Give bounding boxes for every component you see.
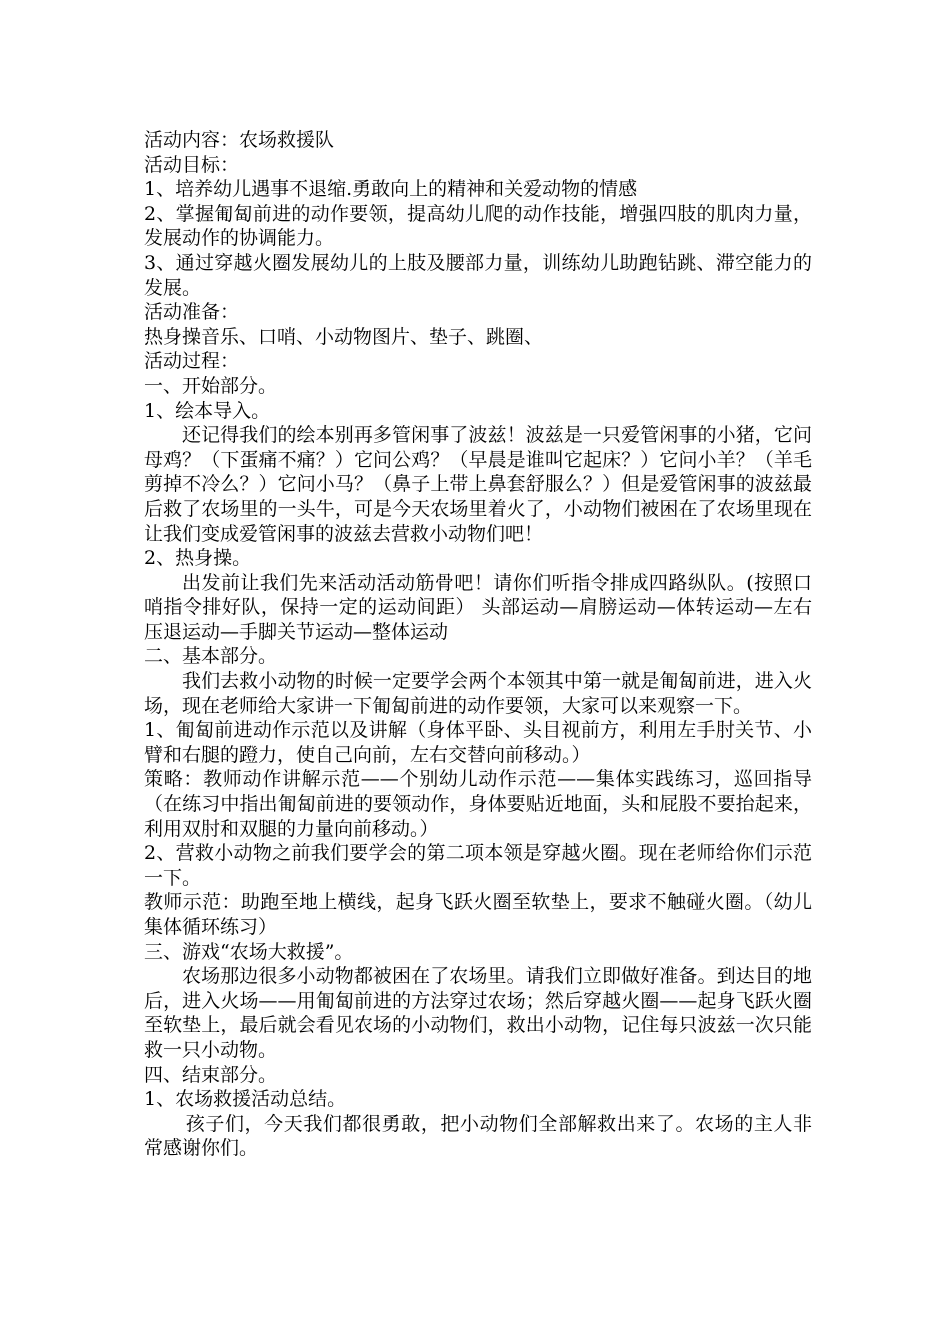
step-4-1: 1、农场救援活动总结。 xyxy=(144,1088,347,1111)
goals-heading: 活动目标： xyxy=(144,153,240,176)
step-1-1: 1、绘本导入。 xyxy=(144,399,271,422)
step-1-2: 2、热身操。 xyxy=(144,547,252,570)
part-3-heading: 三、游戏“农场大救援”。 xyxy=(144,940,354,963)
step-2-2: 2、营救小动物之前我们要学会的第二项本领是穿越火圈。现在老师给你们示范一下。 xyxy=(144,842,812,889)
goal-item-3: 3、通过穿越火圈发展幼儿的上肢及腰部力量，训练幼儿助跑钻跳、滞空能力的发展。 xyxy=(144,251,812,299)
story-paragraph: 还记得我们的绘本别再多管闲事了波兹！波兹是一只爱管闲事的小猪，它问母鸡？（下蛋痛不痛？）它问公鸡？（早晨是谁叫它起床？）它问小羊？（羊毛剪掉不冷么？）它问小马？（鼻子上带上鼻套舒服么？）但是爱管闲事的波兹最后救了农场里的一头牛，可是今天农场里着火了，小动物们被困在了农场里现在让我们变成爱管闲事的波兹去营救小动物们吧！ xyxy=(144,424,812,545)
goal-item-1: 1、培养幼儿遇事不退缩.勇敢向上的精神和关爱动物的情感 xyxy=(144,178,638,201)
part-1-heading: 一、开始部分。 xyxy=(144,374,278,397)
strategy-paragraph: 策略：教师动作讲解示范——个别幼儿动作示范——集体实践练习，巡回指导（在练习中指出匍匐前进的要领动作，身体要贴近地面，头和屁股不要抬起来，利用双肘和双腿的力量向前移动。） xyxy=(144,768,812,840)
prep-heading: 活动准备： xyxy=(144,301,240,324)
warmup-paragraph: 出发前让我们先来活动活动筋骨吧！请你们听指令排成四路纵队。(按照口哨指令排好队，保持一定的运动间距） 头部运动—肩膀运动—体转运动—左右压退运动—手脚关节运动—整体运动 xyxy=(144,571,812,643)
part-2-heading: 二、基本部分。 xyxy=(144,645,278,668)
goal-item-2: 2、掌握匍匐前进的动作要领，提高幼儿爬的动作技能，增强四肢的肌肉力量，发展动作的协调能力。 xyxy=(144,202,812,250)
teacher-demo-paragraph: 教师示范：助跑至地上横线，起身飞跃火圈至软垫上，要求不触碰火圈。（幼儿集体循环练习） xyxy=(144,891,812,938)
game-paragraph: 农场那边很多小动物都被困在了农场里。请我们立即做好准备。到达目的地后，进入火场——用匍匐前进的方法穿过农场；然后穿越火圈——起身飞跃火圈至软垫上，最后就会看见农场的小动物们，救出小动物，记住每只波兹一次只能救一只小动物。 xyxy=(144,965,812,1061)
basic-paragraph: 我们去救小动物的时候一定要学会两个本领其中第一就是匍匐前进，进入火场，现在老师给大家讲一下匍匐前进的动作要领，大家可以来观察一下。 xyxy=(144,670,812,717)
document-title: 活动内容：农场救援队 xyxy=(144,129,335,151)
closing-paragraph: 孩子们，今天我们都很勇敢，把小动物们全部解救出来了。农场的主人非常感谢你们。 xyxy=(144,1112,812,1160)
prep-items: 热身操音乐、口哨、小动物图片、垫子、跳圈、 xyxy=(144,325,544,348)
step-2-1: 1、匍匐前进动作示范以及讲解（身体平卧、头目视前方，利用左手肘关节、小臂和右腿的蹬力，使自己向前，左右交替向前移动。） xyxy=(144,719,812,766)
process-heading: 活动过程： xyxy=(144,350,240,373)
part-4-heading: 四、结束部分。 xyxy=(144,1063,278,1086)
document-body xyxy=(144,128,812,1161)
